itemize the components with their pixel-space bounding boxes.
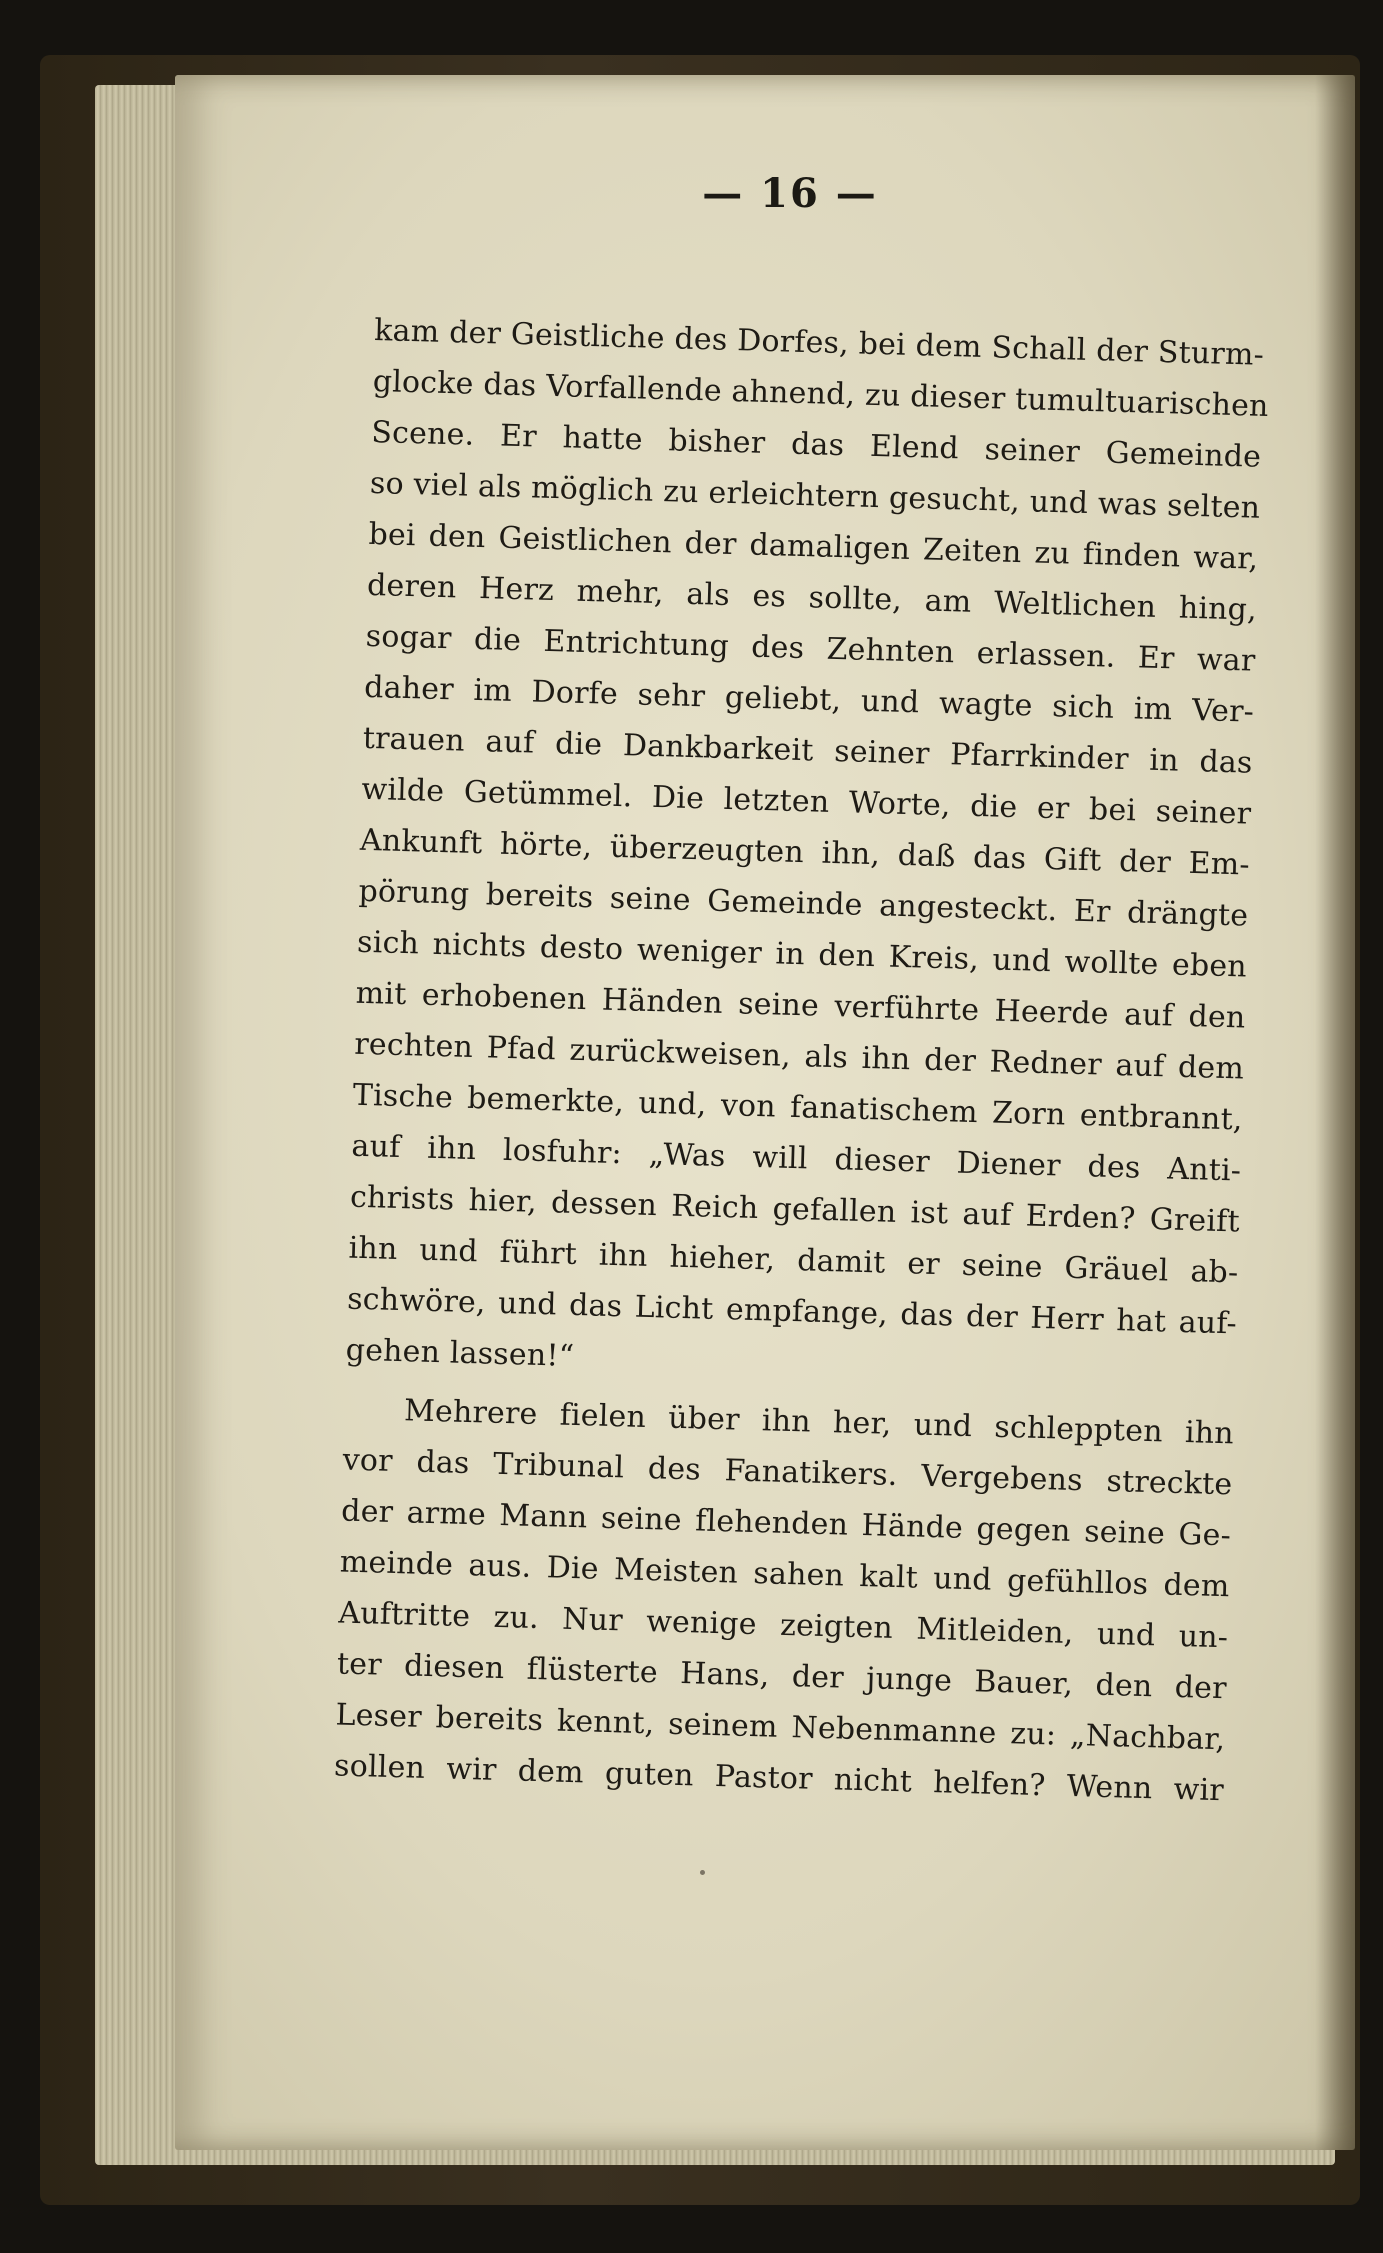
text-line: gehen lassen!“: [345, 1332, 575, 1374]
text-line: rechten Pfad zurückweisen, als ihn der Redner auf dem: [353, 1026, 1245, 1087]
text-line: Auftritte zu. Nur wenige zeigten Mitleiden, und un-: [337, 1595, 1229, 1656]
text-line: mit erhobenen Händen seine verführte Heerde auf den: [355, 975, 1246, 1036]
text-line: auf ihn losfuhr: „Was will dieser Diener des Anti-: [351, 1128, 1242, 1189]
text-line: vor das Tribunal des Fanatikers. Vergebens streckte: [342, 1442, 1233, 1503]
text-line: pörung bereits seine Gemeinde angesteckt. Er drängte: [358, 873, 1249, 934]
text-line: sich nichts desto weniger in den Kreis, und wollte eben: [356, 924, 1248, 985]
text-line: Ankunft hörte, überzeugten ihn, daß das Gift der Em-: [359, 822, 1251, 883]
text-line: wilde Getümmel. Die letzten Worte, die er bei seiner: [360, 771, 1252, 832]
paragraph-1: [345, 305, 1270, 1400]
text-line: christs hier, dessen Reich gefallen ist auf Erden? Greift: [349, 1179, 1241, 1240]
page-number: — 16 —: [702, 170, 878, 217]
text-line: sogar die Entrichtung des Zehnten erlassen. Er war: [365, 618, 1256, 679]
text-line: daher im Dorfe sehr geliebt, und wagte sich im Ver-: [363, 669, 1255, 730]
text-line: so viel als möglich zu erleichtern gesucht, und was selten: [369, 465, 1261, 526]
paper-smudge: [700, 1870, 705, 1875]
text-line: Tische bemerkte, und, von fanatischem Zorn entbrannt,: [352, 1077, 1244, 1138]
text-line: Leser bereits kennt, seinem Nebenmanne zu: „Nachbar,: [335, 1697, 1226, 1758]
text-line: bei den Geistlichen der damaligen Zeiten zu finden war,: [368, 516, 1259, 577]
text-line: schwöre, und das Licht empfange, das der Herr hat auf-: [346, 1281, 1238, 1342]
page-gutter-shadow: [1315, 75, 1355, 2150]
text-line: trauen auf die Dankbarkeit seiner Pfarrkinder in das: [362, 720, 1254, 781]
text-line: glocke das Vorfallende ahnend, zu dieser tumultuarischen: [372, 363, 1270, 424]
text-line: Mehrere fielen über ihn her, und schleppten ihn: [403, 1393, 1235, 1452]
text-line: meinde aus. Die Meisten sahen kalt und gefühllos dem: [339, 1544, 1231, 1605]
paragraph-2: [333, 1384, 1234, 1817]
text-line: Scene. Er hatte bisher das Elend seiner Gemeinde: [370, 414, 1262, 475]
text-line: ter diesen flüsterte Hans, der junge Bauer, den der: [336, 1646, 1228, 1707]
text-line: kam der Geistliche des Dorfes, bei dem Schall der Sturm-: [373, 312, 1265, 373]
text-block: [333, 305, 1270, 1816]
text-line: sollen wir dem guten Pastor nicht helfen? Wenn wir: [333, 1748, 1225, 1809]
text-line: ihn und führt ihn hieher, damit er seine Gräuel ab-: [348, 1230, 1239, 1291]
text-line: deren Herz mehr, als es sollte, am Weltlichen hing,: [366, 567, 1258, 628]
text-line: der arme Mann seine flehenden Hände gegen seine Ge-: [340, 1493, 1232, 1554]
